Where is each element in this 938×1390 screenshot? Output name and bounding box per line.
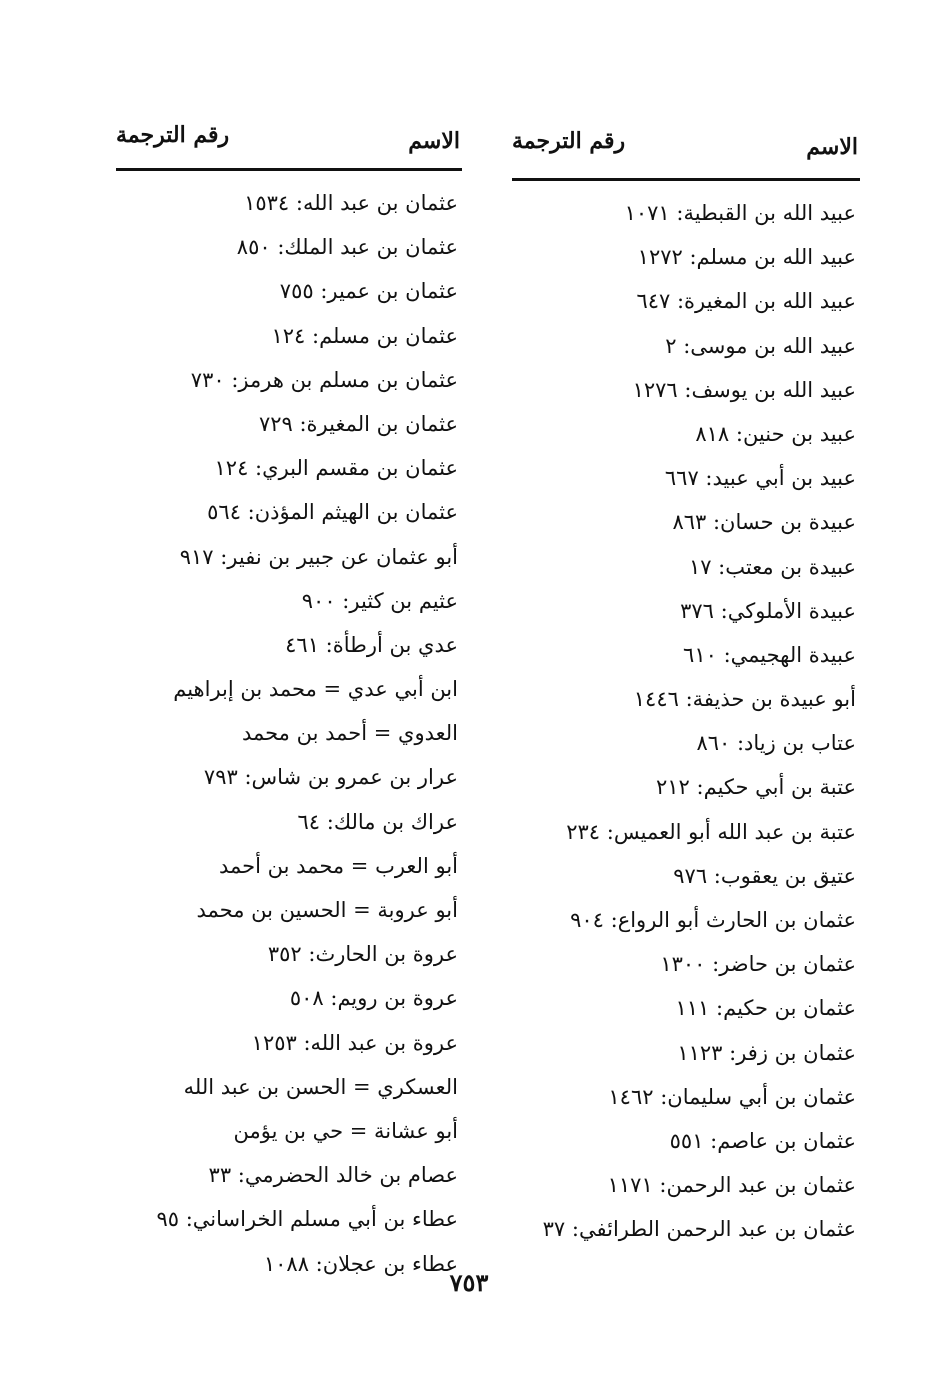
index-entry: عطاء بن أبي مسلم الخراساني: ٩٥ [156, 1207, 458, 1232]
index-entry: عروة بن الحارث: ٣٥٢ [267, 942, 458, 967]
index-entry: العسكري = الحسن بن عبد الله [183, 1074, 458, 1099]
index-entry: عثمان بن مسلم بن هرمز: ٧٣٠ [190, 367, 458, 392]
index-entry: العدوي = أحمد بن محمد [241, 721, 458, 746]
index-entry: عثمان بن عبد الرحمن: ١١٧١ [607, 1173, 856, 1198]
index-column-right [512, 128, 860, 1252]
index-entry: عثمان بن حكيم: ١١١ [675, 996, 856, 1021]
index-entry: أبو عروبة = الحسين بن محمد [196, 898, 458, 922]
index-entry: عراك بن مالك: ٦٤ [297, 809, 458, 834]
index-entry: أبو عثمان عن جبير بن نفير: ٩١٧ [179, 544, 458, 569]
index-entry: عتبة بن عبد الله أبو العميس: ٢٣٤ [566, 819, 856, 844]
index-entry: عبيد الله بن موسى: ٢ [665, 333, 856, 358]
index-entry: عثمان بن عبد الملك: ٨٥٠ [236, 235, 458, 260]
index-entry: عثمان بن حاضر: ١٣٠٠ [660, 952, 856, 977]
index-entry: أبو عشانة = حي بن يؤمن [233, 1118, 458, 1143]
index-entry: عثمان بن عمير: ٧٥٥ [279, 279, 458, 304]
index-entry: عبيد الله بن المغيرة: ٦٤٧ [636, 289, 856, 314]
index-entry: أبو عبيدة بن حذيفة: ١٤٤٦ [633, 687, 856, 712]
header-name-label: الاسم [806, 134, 858, 160]
index-entry: عتيق بن يعقوب: ٩٧٦ [673, 863, 856, 888]
index-entry: أبو العرب = محمد بن أحمد [219, 853, 458, 878]
index-entry: عصام بن خالد الحضرمي: ٣٣ [208, 1163, 458, 1188]
index-entry: عثمان بن عبد الرحمن الطرائفي: ٣٧ [542, 1217, 856, 1242]
index-entry: عبيدة بن معتب: ١٧ [688, 554, 856, 579]
index-entry: عثمان بن عبد الله: ١٥٣٤ [244, 191, 458, 215]
index-entry: عثمان بن مقسم البري: ١٢٤ [214, 456, 458, 481]
index-entry: عتبة بن أبي حكيم: ٢١٢ [656, 775, 856, 800]
index-entry: عروة بن عبد الله: ١٢٥٣ [251, 1030, 458, 1055]
entry-list [116, 181, 462, 1286]
index-entry: عبيدة الأملوكي: ٣٧٦ [680, 598, 856, 623]
index-entry: عروة بن رويم: ٥٠٨ [289, 986, 458, 1011]
index-entry: عثمان بن أبي سليمان: ١٤٦٢ [608, 1084, 856, 1109]
index-entry: عثمان بن المغيرة: ٧٢٩ [258, 411, 458, 436]
index-entry: عبيد الله بن القبطية: ١٠٧١ [624, 201, 856, 225]
header-number-label: رقم الترجمة [116, 122, 230, 148]
index-entry: عبيد الله بن مسلم: ١٢٧٢ [637, 245, 856, 270]
page-number: ٧٥٣ [449, 1268, 489, 1297]
index-entry: عبيد الله بن يوسف: ١٢٧٦ [632, 377, 856, 402]
index-entry: عثمان بن عاصم: ٥٥١ [669, 1128, 856, 1153]
index-entry: عثيم بن كثير: ٩٠٠ [301, 588, 458, 613]
index-entry: عطاء بن عجلان: ١٠٨٨ [263, 1251, 458, 1276]
index-entry: عثمان بن الحارث أبو الرواع: ٩٠٤ [570, 908, 856, 932]
header-rule [116, 168, 462, 171]
column-header [512, 128, 860, 174]
index-entry: عرار بن عمرو بن شاس: ٧٩٣ [203, 765, 458, 790]
index-entry: عثمان بن مسلم: ١٢٤ [271, 323, 458, 348]
index-entry: عبيد بن حنين: ٨١٨ [695, 421, 856, 446]
index-entry: عتاب بن زياد: ٨٦٠ [696, 731, 856, 756]
index-entry: عبيد بن أبي عبيد: ٦٦٧ [664, 466, 856, 491]
index-entry: عبيدة الهجيمي: ٦١٠ [683, 642, 856, 667]
column-header [116, 122, 462, 168]
index-entry: عثمان بن الهيثم المؤذن: ٥٦٤ [207, 500, 458, 525]
header-name-label: الاسم [408, 128, 460, 154]
header-rule [512, 178, 860, 181]
index-entry: عثمان بن زفر: ١١٢٣ [677, 1040, 856, 1065]
index-column-left [116, 122, 462, 1286]
index-entry: عبيدة بن حسان: ٨٦٣ [672, 510, 856, 535]
index-entry: ابن أبي عدي = محمد بن إبراهيم [173, 677, 458, 702]
index-entry: عدي بن أرطأة: ٤٦١ [285, 632, 458, 657]
header-number-label: رقم الترجمة [512, 128, 626, 154]
entry-list [512, 191, 860, 1252]
